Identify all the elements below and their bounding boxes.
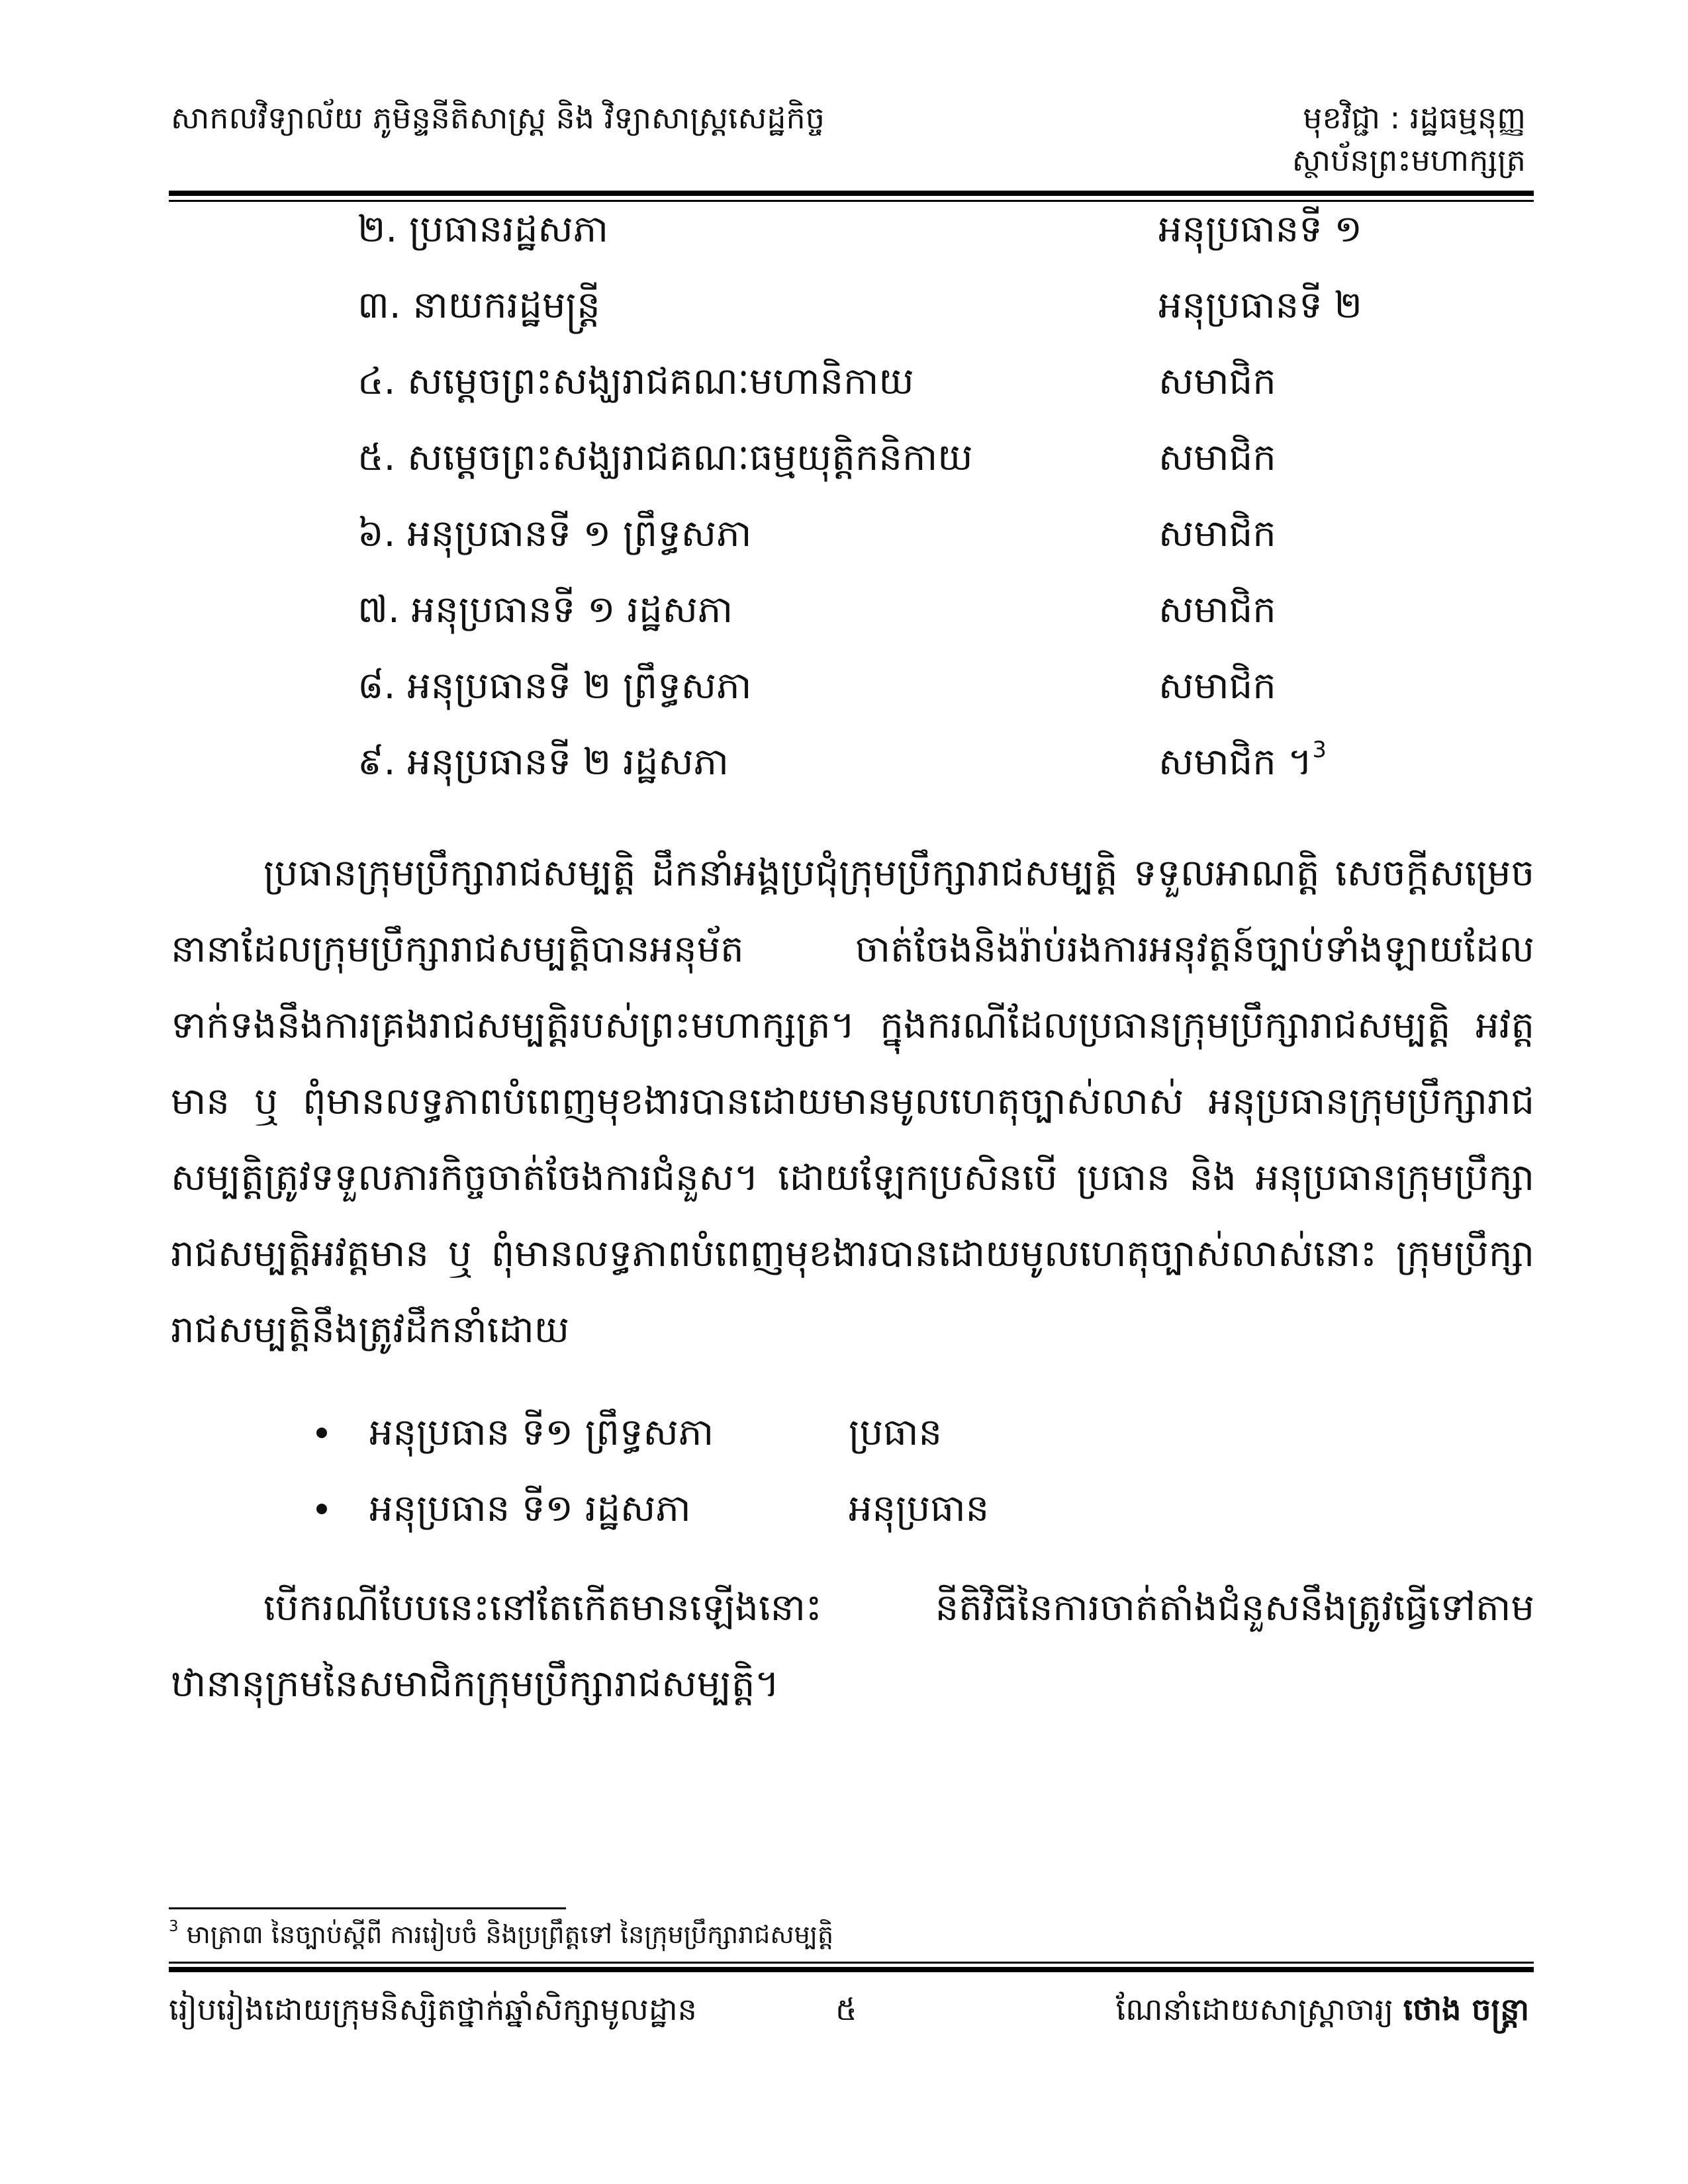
member-role: សមាជិក	[1158, 436, 1276, 479]
footer-prepared-by: រៀបរៀងដោយក្រុមនិស្សិតថ្នាក់ឆ្នាំសិក្សាមូលដ្ឋាន	[169, 1991, 697, 2027]
header-rule-thick	[169, 191, 1534, 196]
member-name: ២. ប្រធានរដ្ឋសភា	[357, 208, 609, 251]
bullet-name: អនុប្រធាន ទី១ រដ្ឋសភា	[369, 1487, 691, 1530]
member-role: សមាជិក	[1158, 664, 1276, 707]
header-subject: មុខវិជ្ជា : រដ្ឋធម្មនុញ្ញ	[1303, 100, 1526, 136]
member-name: ៣. នាយករដ្ឋមន្ត្រី	[357, 284, 600, 327]
body-paragraph-1	[171, 835, 1534, 1368]
header-chapter: ស្ថាប័នព្រះមហាក្សត្រ	[1291, 142, 1526, 178]
member-name: ៨. អនុប្រធានទី ២ ព្រឹទ្ធសភា	[357, 664, 752, 707]
member-name: ៧. អនុប្រធានទី ១ រដ្ឋសភា	[357, 588, 733, 631]
header-university: សាកលវិទ្យាល័យ ភូមិន្ទនីតិសាស្ត្រ និង វិទ្យាសាស្ត្រសេដ្ឋកិច្ច	[171, 100, 825, 136]
member-role-last	[1158, 736, 1327, 786]
header-rule-thin	[169, 200, 1534, 202]
member-role: សមាជិក	[1158, 360, 1276, 403]
paragraph-2-text: បើករណីបែបនេះនៅតែកើតមានឡើងនោះ នីតិវិធីនៃការចាត់តាំងជំនួសនឹងត្រូវធ្វើទៅតាមឋានានុក្រមនៃសមាជិកក្រុមប្រឹក្សារាជសម្បត្តិ។	[171, 1586, 1534, 1706]
footnote	[169, 1918, 833, 1951]
footer-rule-thin	[169, 1962, 1534, 1964]
member-role: អនុប្រធានទី ១	[1158, 208, 1362, 251]
bullet-icon	[316, 1504, 327, 1514]
footnote-reference[interactable]: 3	[1312, 736, 1327, 762]
footnote-text: មាត្រា៣ នៃច្បាប់ស្តីពី ការរៀបចំ និងប្រព្រឹត្តទៅ នៃក្រុមប្រឹក្សារាជសម្បត្តិ	[186, 1920, 834, 1949]
member-role: សមាជិក	[1158, 588, 1276, 631]
member-name: ៥. សម្តេចព្រះសង្ឃរាជគណៈធម្មយុត្តិកនិកាយ	[357, 436, 973, 479]
footer-advisor	[1116, 1989, 1529, 2029]
member-role: អនុប្រធានទី ២	[1158, 284, 1362, 327]
bullet-icon	[316, 1428, 327, 1438]
bullet-role: អនុប្រធាន	[849, 1487, 990, 1530]
body-paragraph-2	[171, 1570, 1534, 1722]
footnote-number: 3	[169, 1917, 179, 1935]
bullet-name: អនុប្រធាន ទី១ ព្រឹទ្ធសភា	[369, 1411, 714, 1454]
member-name: ៩. អនុប្រធានទី ២ រដ្ឋសភា	[357, 741, 729, 784]
paragraph-1-text: ប្រធានក្រុមប្រឹក្សារាជសម្បត្តិ ដឹកនាំអង្គប្រជុំក្រុមប្រឹក្សារាជសម្បត្តិ ទទួលអាណត្តិ សេចក្តីសម្រេចនានាដែលក្រុមប្រឹក្សារាជសម្បត្តិបានអនុម័ត ចាត់ចែងនិងរ៉ាប់រងការអនុវត្តន៍ច្បាប់ទាំងឡាយដែលទាក់ទងនឹងការគ្រងរាជសម្បត្តិរបស់ព្រះមហាក្សត្រ។ ក្នុងករណីដែលប្រធានក្រុមប្រឹក្សារាជសម្បត្តិ អវត្តមាន ឬ ពុំមានលទ្ធភាពបំពេញមុខងារបានដោយមានមូលហេតុច្បាស់លាស់ អនុប្រធានក្រុមប្រឹក្សារាជសម្បត្តិត្រូវទទួលភារកិច្ចចាត់ចែងការជំនួស។ ដោយឡែកប្រសិនបើ ប្រធាន និង អនុប្រធានក្រុមប្រឹក្សារាជសម្បត្តិអវត្តមាន ឬ ពុំមានលទ្ធភាពបំពេញមុខងារបានដោយមូលហេតុច្បាស់លាស់នោះ ក្រុមប្រឹក្សារាជសម្បត្តិនឹងត្រូវដឹកនាំដោយ	[171, 852, 1534, 1351]
member-name: ៦. អនុប្រធានទី ១ ព្រឹទ្ធសភា	[357, 512, 752, 555]
footnote-separator	[169, 1907, 566, 1909]
member-role-text: សមាជិក ។	[1158, 741, 1313, 784]
page-number: ៥	[835, 1991, 857, 2027]
footer-rule-thick	[169, 1967, 1534, 1972]
member-name: ៤. សម្តេចព្រះសង្ឃរាជគណៈមហានិកាយ	[357, 360, 914, 403]
bullet-role: ប្រធាន	[849, 1411, 943, 1454]
footer-advisor-name: ថោង ចន្ត្រា	[1403, 1991, 1529, 2027]
footer-advisor-label: ណែនាំដោយសាស្ត្រាចារ្យ	[1115, 1991, 1394, 2027]
member-role: សមាជិក	[1158, 512, 1276, 555]
